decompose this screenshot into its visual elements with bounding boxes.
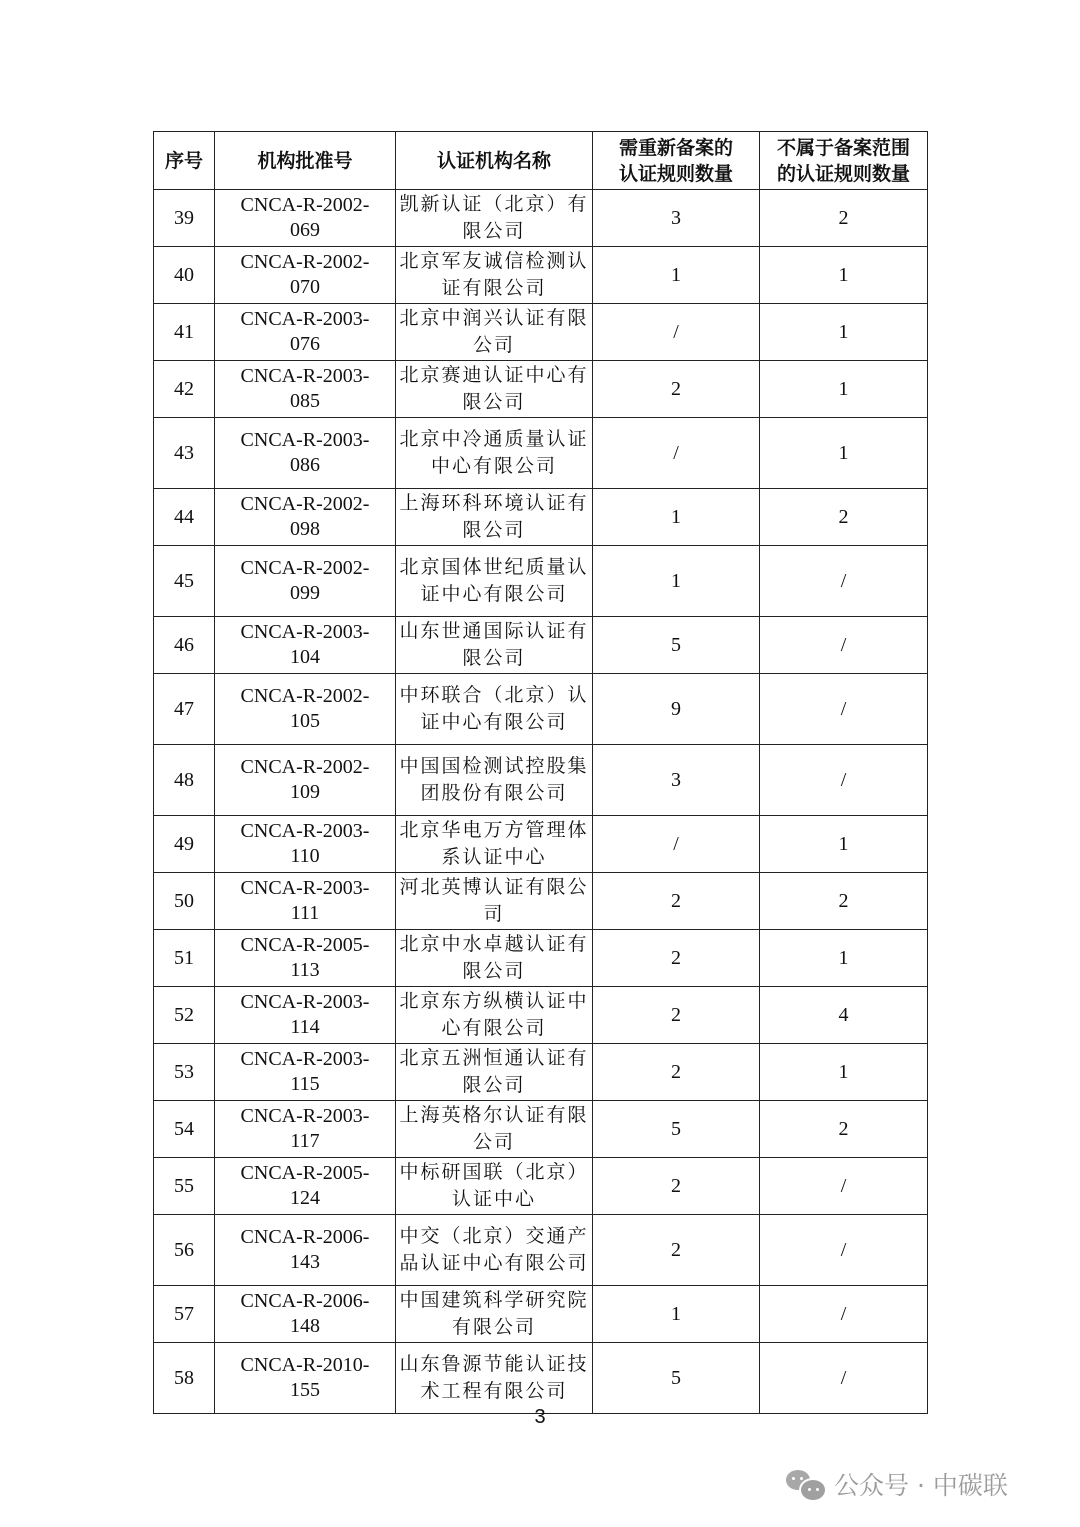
cell-org-name: 山东世通国际认证有限公司 xyxy=(396,617,593,674)
table-header-row xyxy=(154,132,928,190)
cell-serial-no: 53 xyxy=(154,1044,215,1101)
cell-out-of-scope-count: 2 xyxy=(760,873,928,930)
table-row xyxy=(154,674,928,745)
cell-approval-no: CNCA-R-2003- 114 xyxy=(215,987,396,1044)
cell-refile-count: 1 xyxy=(593,1286,760,1343)
cell-serial-no: 55 xyxy=(154,1158,215,1215)
cell-refile-count: 5 xyxy=(593,617,760,674)
table-row xyxy=(154,987,928,1044)
table-row xyxy=(154,546,928,617)
cell-org-name: 北京华电万方管理体系认证中心 xyxy=(396,816,593,873)
cell-refile-count: 5 xyxy=(593,1343,760,1414)
cell-approval-no: CNCA-R-2006- 148 xyxy=(215,1286,396,1343)
cell-out-of-scope-count: 1 xyxy=(760,418,928,489)
cell-serial-no: 44 xyxy=(154,489,215,546)
table-row xyxy=(154,1343,928,1414)
cell-approval-no: CNCA-R-2002- 099 xyxy=(215,546,396,617)
cell-out-of-scope-count: 1 xyxy=(760,361,928,418)
table-row xyxy=(154,816,928,873)
cell-org-name: 中标研国联（北京）认证中心 xyxy=(396,1158,593,1215)
cell-serial-no: 45 xyxy=(154,546,215,617)
cell-refile-count: 1 xyxy=(593,489,760,546)
cell-refile-count: 1 xyxy=(593,247,760,304)
cell-out-of-scope-count: 1 xyxy=(760,930,928,987)
header-refile-count: 需重新备案的 认证规则数量 xyxy=(593,132,760,190)
table-row xyxy=(154,1158,928,1215)
cell-out-of-scope-count: 1 xyxy=(760,247,928,304)
cell-approval-no: CNCA-R-2002- 105 xyxy=(215,674,396,745)
cell-serial-no: 52 xyxy=(154,987,215,1044)
header-approval-no: 机构批准号 xyxy=(215,132,396,190)
cell-serial-no: 48 xyxy=(154,745,215,816)
cell-refile-count: 2 xyxy=(593,873,760,930)
cell-refile-count: 1 xyxy=(593,546,760,617)
cell-approval-no: CNCA-R-2003- 104 xyxy=(215,617,396,674)
cell-out-of-scope-count: 1 xyxy=(760,304,928,361)
cell-org-name: 北京中冷通质量认证中心有限公司 xyxy=(396,418,593,489)
cell-out-of-scope-count: / xyxy=(760,617,928,674)
cell-serial-no: 56 xyxy=(154,1215,215,1286)
cell-refile-count: 2 xyxy=(593,1158,760,1215)
cell-org-name: 中国国检测试控股集团股份有限公司 xyxy=(396,745,593,816)
cell-org-name: 河北英博认证有限公司 xyxy=(396,873,593,930)
cell-serial-no: 40 xyxy=(154,247,215,304)
cell-out-of-scope-count: / xyxy=(760,1343,928,1414)
cell-out-of-scope-count: / xyxy=(760,674,928,745)
table-row xyxy=(154,617,928,674)
cell-out-of-scope-count: / xyxy=(760,1286,928,1343)
cell-refile-count: 9 xyxy=(593,674,760,745)
table-row xyxy=(154,1101,928,1158)
table-row xyxy=(154,489,928,546)
cell-approval-no: CNCA-R-2003- 086 xyxy=(215,418,396,489)
cell-approval-no: CNCA-R-2003- 117 xyxy=(215,1101,396,1158)
cell-org-name: 上海英格尔认证有限公司 xyxy=(396,1101,593,1158)
cell-serial-no: 49 xyxy=(154,816,215,873)
cell-approval-no: CNCA-R-2002- 069 xyxy=(215,190,396,247)
cell-serial-no: 42 xyxy=(154,361,215,418)
cell-out-of-scope-count: 1 xyxy=(760,1044,928,1101)
cell-refile-count: 2 xyxy=(593,987,760,1044)
cell-serial-no: 39 xyxy=(154,190,215,247)
table-row xyxy=(154,745,928,816)
cell-serial-no: 57 xyxy=(154,1286,215,1343)
cell-serial-no: 54 xyxy=(154,1101,215,1158)
cell-org-name: 北京中润兴认证有限公司 xyxy=(396,304,593,361)
cell-refile-count: 2 xyxy=(593,1215,760,1286)
certification-rules-table xyxy=(153,131,928,1414)
cell-approval-no: CNCA-R-2002- 098 xyxy=(215,489,396,546)
cell-serial-no: 50 xyxy=(154,873,215,930)
cell-approval-no: CNCA-R-2002- 109 xyxy=(215,745,396,816)
cell-approval-no: CNCA-R-2003- 111 xyxy=(215,873,396,930)
table-row xyxy=(154,930,928,987)
cell-org-name: 上海环科环境认证有限公司 xyxy=(396,489,593,546)
cell-refile-count: / xyxy=(593,418,760,489)
cell-org-name: 中国建筑科学研究院有限公司 xyxy=(396,1286,593,1343)
watermark-text: 公众号 · 中碳联 xyxy=(834,1471,1008,1500)
cell-org-name: 北京军友诚信检测认证有限公司 xyxy=(396,247,593,304)
cell-refile-count: 2 xyxy=(593,1044,760,1101)
table-row xyxy=(154,304,928,361)
cell-out-of-scope-count: / xyxy=(760,546,928,617)
page-number: 3 xyxy=(534,1406,546,1428)
header-org-name: 认证机构名称 xyxy=(396,132,593,190)
cell-approval-no: CNCA-R-2003- 110 xyxy=(215,816,396,873)
cell-org-name: 中环联合（北京）认证中心有限公司 xyxy=(396,674,593,745)
cell-org-name: 北京中水卓越认证有限公司 xyxy=(396,930,593,987)
cell-approval-no: CNCA-R-2003- 085 xyxy=(215,361,396,418)
cell-refile-count: / xyxy=(593,304,760,361)
cell-refile-count: 2 xyxy=(593,930,760,987)
cell-refile-count: / xyxy=(593,816,760,873)
cell-approval-no: CNCA-R-2005- 113 xyxy=(215,930,396,987)
cell-serial-no: 46 xyxy=(154,617,215,674)
cell-out-of-scope-count: / xyxy=(760,1158,928,1215)
cell-refile-count: 3 xyxy=(593,745,760,816)
table-row xyxy=(154,247,928,304)
cell-refile-count: 3 xyxy=(593,190,760,247)
cell-serial-no: 43 xyxy=(154,418,215,489)
table-row xyxy=(154,1286,928,1343)
cell-approval-no: CNCA-R-2003- 115 xyxy=(215,1044,396,1101)
cell-out-of-scope-count: / xyxy=(760,1215,928,1286)
cell-serial-no: 41 xyxy=(154,304,215,361)
cell-org-name: 北京赛迪认证中心有限公司 xyxy=(396,361,593,418)
cell-approval-no: CNCA-R-2003- 076 xyxy=(215,304,396,361)
cell-org-name: 中交（北京）交通产品认证中心有限公司 xyxy=(396,1215,593,1286)
cell-out-of-scope-count: 4 xyxy=(760,987,928,1044)
cell-out-of-scope-count: / xyxy=(760,745,928,816)
cell-refile-count: 2 xyxy=(593,361,760,418)
cell-out-of-scope-count: 2 xyxy=(760,190,928,247)
table-row xyxy=(154,1044,928,1101)
cell-refile-count: 5 xyxy=(593,1101,760,1158)
cell-org-name: 山东鲁源节能认证技术工程有限公司 xyxy=(396,1343,593,1414)
watermark xyxy=(786,1466,1008,1502)
cell-serial-no: 58 xyxy=(154,1343,215,1414)
table-row xyxy=(154,190,928,247)
table-row xyxy=(154,873,928,930)
header-out-of-scope-count: 不属于备案范围 的认证规则数量 xyxy=(760,132,928,190)
cell-out-of-scope-count: 2 xyxy=(760,489,928,546)
table-row xyxy=(154,418,928,489)
cell-approval-no: CNCA-R-2006- 143 xyxy=(215,1215,396,1286)
table-row xyxy=(154,361,928,418)
cell-approval-no: CNCA-R-2005- 124 xyxy=(215,1158,396,1215)
cell-serial-no: 51 xyxy=(154,930,215,987)
header-serial-no: 序号 xyxy=(154,132,215,190)
cell-org-name: 凯新认证（北京）有限公司 xyxy=(396,190,593,247)
cell-serial-no: 47 xyxy=(154,674,215,745)
cell-out-of-scope-count: 1 xyxy=(760,816,928,873)
cell-org-name: 北京国体世纪质量认证中心有限公司 xyxy=(396,546,593,617)
cell-approval-no: CNCA-R-2010- 155 xyxy=(215,1343,396,1414)
cell-out-of-scope-count: 2 xyxy=(760,1101,928,1158)
cell-org-name: 北京东方纵横认证中心有限公司 xyxy=(396,987,593,1044)
cell-approval-no: CNCA-R-2002- 070 xyxy=(215,247,396,304)
table-row xyxy=(154,1215,928,1286)
cell-org-name: 北京五洲恒通认证有限公司 xyxy=(396,1044,593,1101)
wechat-icon xyxy=(786,1468,826,1500)
